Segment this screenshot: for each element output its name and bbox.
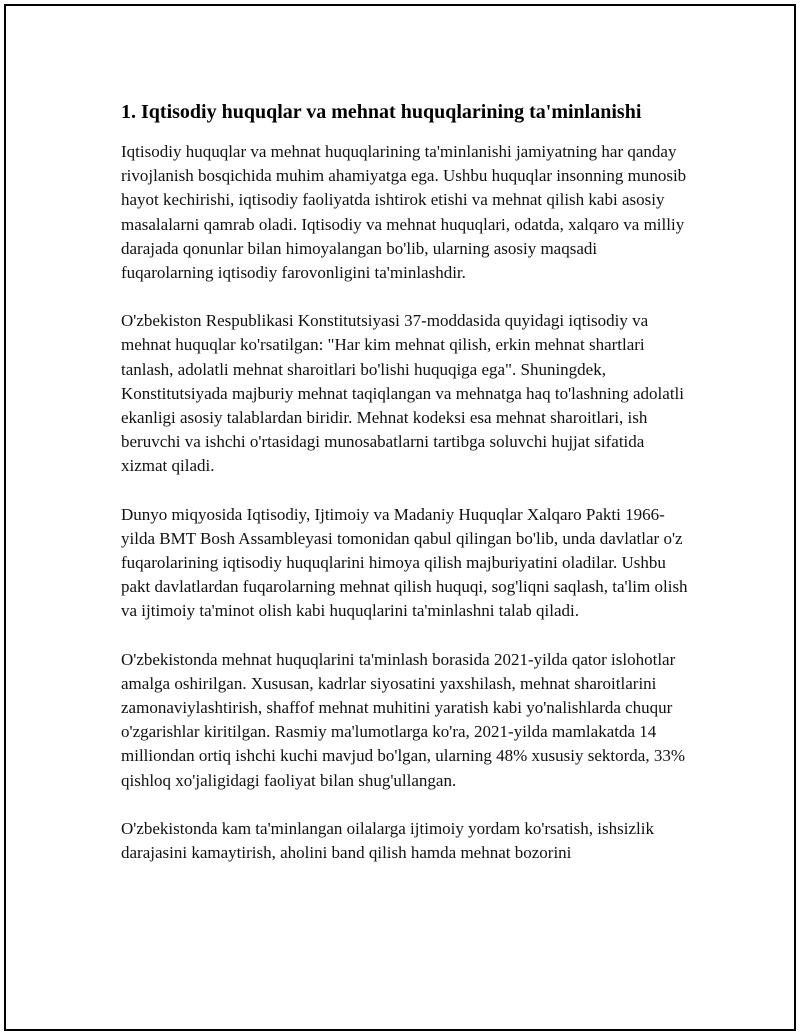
document-content: [121, 98, 691, 889]
paragraph-constitution: O'zbekiston Respublikasi Konstitutsiyasi 37-moddasida quyidagi iqtisodiy va mehnat huquqlar ko'rsatilgan: "Har kim mehnat qilish, erkin mehnat shartlari tanlash, adolatli mehnat sharoitlari bo'lishi huquqiga ega". Shuningdek, Konstitutsiyada majburiy mehnat taqiqlangan va mehnatga haq to'lashning adolatli ekanligi asosiy talablardan biridir. Mehnat kodeksi esa mehnat sharoitlari, ish beruvchi va ishchi o'rtasidagi munosabatlarni tartibga soluvchi hujjat sifatida xizmat qiladi.: [121, 311, 684, 476]
section-heading: 1. Iqtisodiy huquqlar va mehnat huquqlarining ta'minlanishi: [121, 101, 642, 123]
paragraph-social-assistance: O'zbekistonda kam ta'minlangan oilalarga ijtimoiy yordam ko'rsatish, ishsizlik darajasini kamaytirish, aholini band qilish hamda mehnat bozorini: [121, 818, 654, 863]
document-page: [4, 4, 796, 1031]
paragraph-intro: Iqtisodiy huquqlar va mehnat huquqlarining ta'minlanishi jamiyatning har qanday rivojlanish bosqichida muhim ahamiyatga ega. Ushbu huquqlar insonning munosib hayot kechirishi, iqtisodiy faoliyatda ishtirok etishi va mehnat qilish kabi asosiy masalalarni qamrab oladi. Iqtisodiy va mehnat huquqlari, odatda, xalqaro va milliy darajada qonunlar bilan himoyalangan bo'lib, ularning asosiy maqsadi fuqarolarning iqtisodiy farovonligini ta'minlashdir.: [121, 142, 687, 283]
paragraph-reforms-2021: O'zbekistonda mehnat huquqlarini ta'minlash borasida 2021-yilda qator islohotlar amalga oshirilgan. Xususan, kadrlar siyosatini yaxshilash, mehnat sharoitlarini zamonaviylashtirish, shaffof mehnat muhitini yaratish kabi yo'nalishlarda chuqur o'zgarishlar kiritilgan. Rasmiy ma'lumotlarga ko'ra, 2021-yilda mamlakatda 14 milliondan ortiq ishchi kuchi mavjud bo'lgan, ularning 48% xususiy sektorda, 33% qishloq xo'jaligidagi faoliyat bilan shug'ullangan.: [121, 649, 685, 790]
paragraph-international-pact: Dunyo miqyosida Iqtisodiy, Ijtimoiy va Madaniy Huquqlar Xalqaro Pakti 1966-yilda BMT Bosh Assambleyasi tomonidan qabul qilingan bo'lib, unda davlatlar o'z fuqarolarining iqtisodiy huquqlarini himoya qilish majburiyatini oladilar. Ushbu pakt davlatlardan fuqarolarning mehnat qilish huquqi, sog'liqni saqlash, ta'lim olish va ijtimoiy ta'minot olish kabi huquqlarini ta'minlashni talab qiladi.: [121, 504, 688, 621]
